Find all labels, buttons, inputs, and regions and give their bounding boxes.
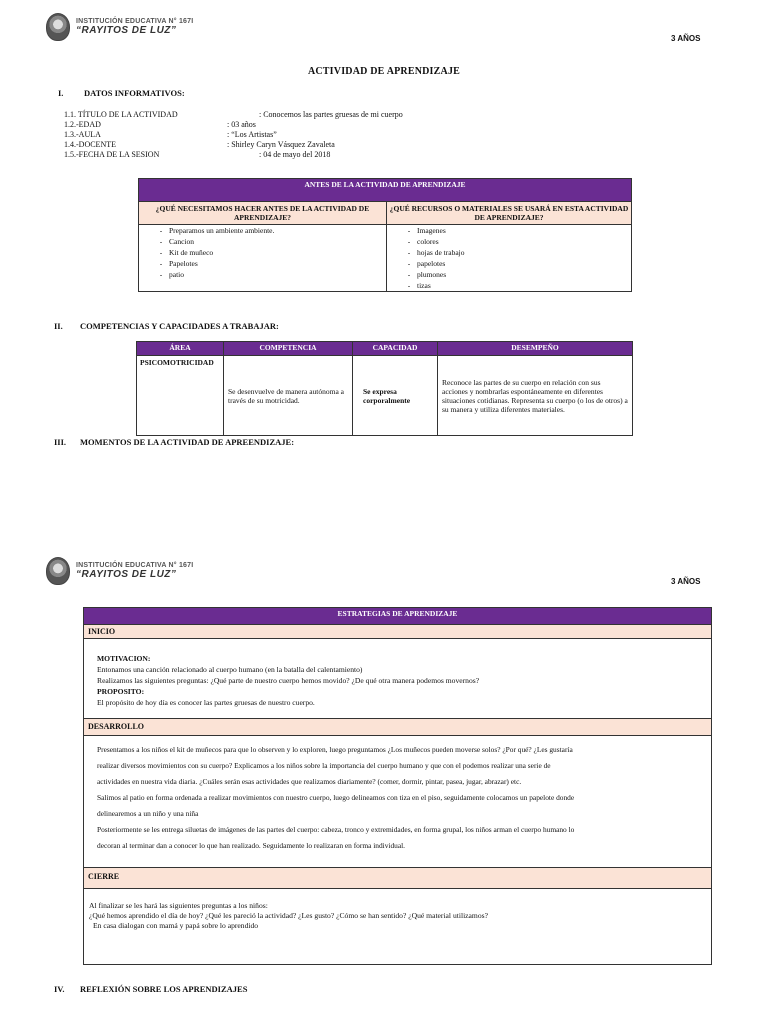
age-label: 3 AÑOS	[671, 34, 701, 43]
cierre-line: ¿Qué hemos aprendido el día de hoy? ¿Qué les pareció la actividad? ¿Les gusto? ¿Cómo se han sentido? ¿Qué material utilizamos?	[89, 911, 488, 920]
strategies-table	[83, 607, 712, 965]
competencies-table	[136, 341, 633, 436]
cierre-band: CIERRE	[84, 868, 711, 889]
desarrollo-band: DESARROLLO	[84, 719, 711, 736]
desarrollo-line: delinearemos a un niño y una niña	[97, 809, 199, 818]
age-label: 3 AÑOS	[671, 577, 701, 586]
cierre-line: Al finalizar se les hará las siguientes preguntas a los niños:	[89, 901, 268, 910]
cierre-content	[84, 889, 711, 931]
list-item: - colores	[407, 237, 439, 246]
section-1-heading: I. DATOS INFORMATIVOS:	[58, 88, 185, 98]
col-header-desempeno: DESEMPEÑO	[438, 342, 633, 356]
list-item: - Imagenes	[407, 226, 446, 235]
strategies-header: ESTRATEGIAS DE APRENDIZAJE	[84, 608, 711, 625]
before-activity-table	[138, 178, 632, 292]
competencia-cell: Se desenvuelve de manera autónoma a través de su motricidad.	[224, 356, 353, 436]
school-logo	[46, 557, 193, 585]
motivacion-line-1: Entonamos una canción relacionado al cuerpo humano (en la batalla del calentamiento)	[97, 665, 363, 674]
school-seal-icon	[46, 557, 70, 585]
list-item: - hojas de trabajo	[407, 248, 465, 257]
section-4-heading: IV. REFLEXIÓN SOBRE LOS APRENDIZAJES	[54, 984, 248, 994]
school-name: INSTITUCIÓN EDUCATIVA N° 167I	[76, 562, 194, 569]
col-header-competencia: COMPETENCIA	[224, 342, 353, 356]
school-logo	[46, 13, 193, 41]
list-item: - patio	[159, 270, 184, 279]
document-title: ACTIVIDAD DE APRENDIZAJE	[307, 66, 461, 77]
desarrollo-line: Presentamos a los niños el kit de muñecos para que lo observen y lo exploren, luego preguntamos ¿Los muñecos pueden moverse solos? ¿Por qué? ¿Les gustaría	[97, 745, 573, 754]
list-item: - Preparamos un ambiente ambiente.	[159, 226, 275, 235]
desempeno-cell: Reconoce las partes de su cuerpo en relación con sus acciones y nombrarlas espontáneamente en diferentes situaciones cotidianas. Representa su cuerpo (o los de otros) a su manera y utiliza diferentes materiales.	[438, 356, 633, 436]
section-3-heading: III. MOMENTOS DE LA ACTIVIDAD DE APREENDIZAJE:	[54, 437, 295, 447]
desarrollo-line: realizar diversos movimientos con su cuerpo? Explicamos a los niños sobre la importancia del cuerpo humano y que con el podemos realizar una serie de	[97, 761, 551, 770]
list-item: - Kit de muñeco	[159, 248, 214, 257]
desarrollo-content	[84, 736, 711, 868]
info-row: 1.5.-FECHA DE LA SESION : 04 de mayo del 2018	[64, 150, 331, 159]
list-item: - Papelotes	[159, 259, 198, 268]
area-cell: PSICOMOTRICIDAD	[137, 356, 224, 436]
list-item: - Cancion	[159, 237, 194, 246]
proposito-text: El propósito de hoy día es conocer las partes gruesas de nuestro cuerpo.	[97, 698, 315, 707]
school-motto: “RAYITOS DE LUZ”	[76, 25, 177, 36]
info-row: 1.2.-EDAD : 03 años	[64, 120, 256, 129]
before-table-header: ANTES DE LA ACTIVIDAD DE APRENDIZAJE	[139, 179, 632, 202]
list-item: - plumones	[407, 270, 447, 279]
col-header-capacidad: CAPACIDAD	[353, 342, 438, 356]
before-col2-title: ¿QUÉ RECURSOS O MATERIALES SE USARÁ EN ESTA ACTIVIDAD DE APRENDIZAJE?	[387, 202, 632, 225]
motivacion-line-2: Realizamos las siguientes preguntas: ¿Qué parte de nuestro cuerpo hemos movido? ¿De qué otra manera podemos movernos?	[97, 676, 480, 685]
info-row: 1.4.-DOCENTE : Shirley Caryn Vásquez Zavaleta	[64, 140, 335, 149]
list-item: - tizas	[407, 281, 431, 290]
info-row: 1.1. TÍTULO DE LA ACTIVIDAD : Conocemos las partes gruesas de mi cuerpo	[64, 110, 403, 119]
desarrollo-line: Posteriormente se les entrega siluetas de imágenes de las partes del cuerpo: cabeza, tronco y extremidades, en forma grupal, los niños arman el cuerpo humano lo	[97, 825, 575, 834]
before-col1-list	[139, 225, 387, 292]
motivacion-label: MOTIVACION:	[97, 654, 151, 663]
capacidad-cell: Se expresa corporalmente	[353, 356, 438, 436]
col-header-area: ÁREA	[137, 342, 224, 356]
school-name: INSTITUCIÓN EDUCATIVA N° 167I	[76, 18, 194, 25]
info-list	[64, 110, 484, 160]
before-col1-title: ¿QUÉ NECESITAMOS HACER ANTES DE LA ACTIVIDAD DE APRENDIZAJE?	[139, 202, 387, 225]
before-col2-list	[387, 225, 632, 292]
desarrollo-line: Salimos al patio en forma ordenada a realizar movimientos con nuestro cuerpo, luego delineamos con tiza en el piso, seguidamente colocamos un papelote donde	[97, 793, 575, 802]
school-motto: “RAYITOS DE LUZ”	[76, 569, 177, 580]
info-row: 1.3.-AULA : “Los Artistas”	[64, 130, 277, 139]
desarrollo-line: decoran al terminar dan a conocer lo que han realizado. Seguidamente lo realizaran en forma individual.	[97, 841, 406, 850]
inicio-content	[84, 639, 711, 719]
section-2-heading: II. COMPETENCIAS Y CAPACIDADES A TRABAJAR:	[54, 321, 279, 331]
proposito-label: PROPOSITO:	[97, 687, 145, 696]
desarrollo-line: actividades en nuestra vida diaria. ¿Cuáles serán esas actividades que realizamos diariamente? (comer, dormir, pintar, pasea, jugar, abrazar) etc.	[97, 777, 522, 786]
school-seal-icon	[46, 13, 70, 41]
inicio-band: INICIO	[84, 625, 711, 639]
cierre-line: En casa dialogan con mamá y papá sobre lo aprendido	[93, 921, 259, 930]
list-item: - papelotes	[407, 259, 446, 268]
